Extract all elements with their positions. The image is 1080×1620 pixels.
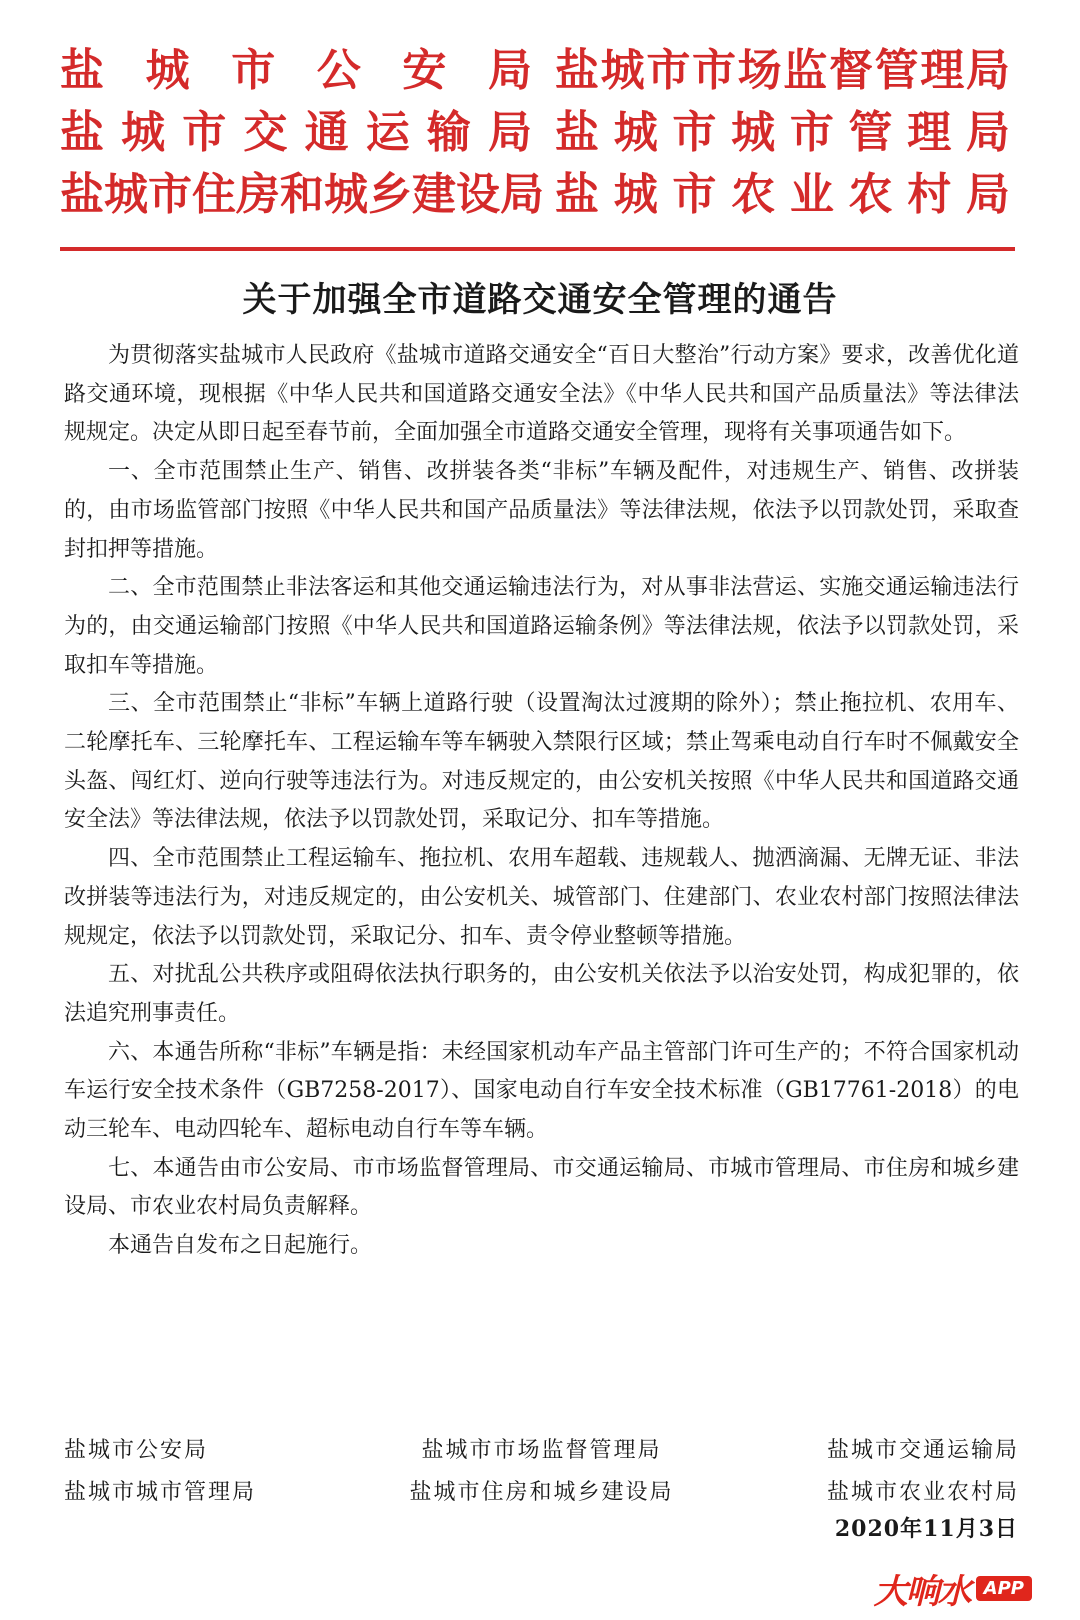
signature-row: [64, 1472, 1019, 1514]
issuer-row: [60, 40, 1010, 102]
body-paragraph: 六、本通告所称“非标”车辆是指：未经国家机动车产品主管部门许可生产的；不符合国家机动车运行安全技术条件（GB7258-2017）、国家电动自行车安全技术标准（GB17761-2018）的电动三轮车、电动四轮车、超标电动自行车等车辆。: [64, 1039, 1019, 1143]
issuer-name: 盐 城 市 住 房 和 城 乡 建 设 局: [60, 169, 544, 220]
document-body: [64, 337, 1019, 1266]
issuer-row: [60, 164, 1010, 226]
body-paragraph: 三、全市范围禁止“非标”车辆上道路行驶（设置淘汰过渡期的除外）；禁止拖拉机、农用车、二轮摩托车、三轮摩托车、工程运输车等车辆驶入禁限行区域；禁止驾乘电动自行车时不佩戴安全头盔、闯红灯、逆向行驶等违法行为。对违反规定的，由公安机关按照《中华人民共和国道路交通安全法》等法律法规，依法予以罚款处罚，采取记分、扣车等措施。: [64, 691, 1019, 833]
watermark-logo: [874, 1564, 1032, 1613]
signature-block: [64, 1430, 1019, 1514]
issue-date: 2020年11月3日: [834, 1516, 1018, 1542]
signature-agency: 盐城市市场监督管理局: [421, 1438, 662, 1463]
signature-agency: 盐城市住房和城乡建设局: [409, 1480, 674, 1505]
issuer-name: 盐 城 市 公 安 局: [60, 45, 532, 96]
watermark-text: 大响水: [873, 1572, 970, 1612]
issuer-name: 盐 城 市 交 通 运 输 局: [60, 107, 532, 158]
document-title: 关于加强全市道路交通安全管理的通告: [242, 280, 838, 320]
signature-row: [64, 1430, 1019, 1472]
body-paragraph: 四、全市范围禁止工程运输车、拖拉机、农用车超载、违规载人、抛洒滴漏、无牌无证、非法改拼装等违法行为，对违反规定的，由公安机关、城管部门、住建部门、农业农村部门按照法律法规规定，依法予以罚款处罚，采取记分、扣车、责令停业整顿等措施。: [64, 846, 1019, 949]
issuer-name: 盐 城 市 市 场 监 督 管 理 局: [555, 45, 1010, 96]
signature-agency: 盐城市农业农村局: [826, 1480, 1019, 1505]
issuer-row: [60, 102, 1010, 164]
signature-agency: 盐城市城市管理局: [64, 1480, 257, 1505]
signature-agency: 盐城市交通运输局: [826, 1438, 1019, 1463]
issuer-header: [60, 40, 1010, 226]
red-divider: [60, 247, 1015, 251]
body-paragraph: 五、对扰乱公共秩序或阻碍依法执行职务的，由公安机关依法予以治安处罚，构成犯罪的，依法追究刑事责任。: [64, 962, 1019, 1026]
issuer-name: 盐 城 市 城 市 管 理 局: [555, 107, 1010, 158]
body-paragraph: 本通告自发布之日起施行。: [108, 1233, 373, 1259]
issuer-name: 盐 城 市 农 业 农 村 局: [555, 169, 1010, 220]
body-paragraph: 二、全市范围禁止非法客运和其他交通运输违法行为，对从事非法营运、实施交通运输违法行为的，由交通运输部门按照《中华人民共和国道路运输条例》等法律法规，依法予以罚款处罚，采取扣车等措施。: [64, 575, 1019, 678]
signature-agency: 盐城市公安局: [64, 1438, 209, 1463]
body-paragraph: 为贯彻落实盐城市人民政府《盐城市道路交通安全“百日大整治”行动方案》要求，改善优化道路交通环境，现根据《中华人民共和国道路交通安全法》《中华人民共和国产品质量法》等法律法规规定。决定从即日起至春节前，全面加强全市道路交通安全管理，现将有关事项通告如下。: [64, 343, 1019, 446]
body-paragraph: 七、本通告由市公安局、市市场监督管理局、市交通运输局、市城市管理局、市住房和城乡建设局、市农业农村局负责解释。: [64, 1155, 1019, 1220]
body-paragraph: 一、全市范围禁止生产、销售、改拼装各类“非标”车辆及配件，对违规生产、销售、改拼装的，由市场监管部门按照《中华人民共和国产品质量法》等法律法规，依法予以罚款处罚，采取查封扣押等措施。: [64, 459, 1019, 562]
app-badge: APP: [976, 1576, 1032, 1601]
